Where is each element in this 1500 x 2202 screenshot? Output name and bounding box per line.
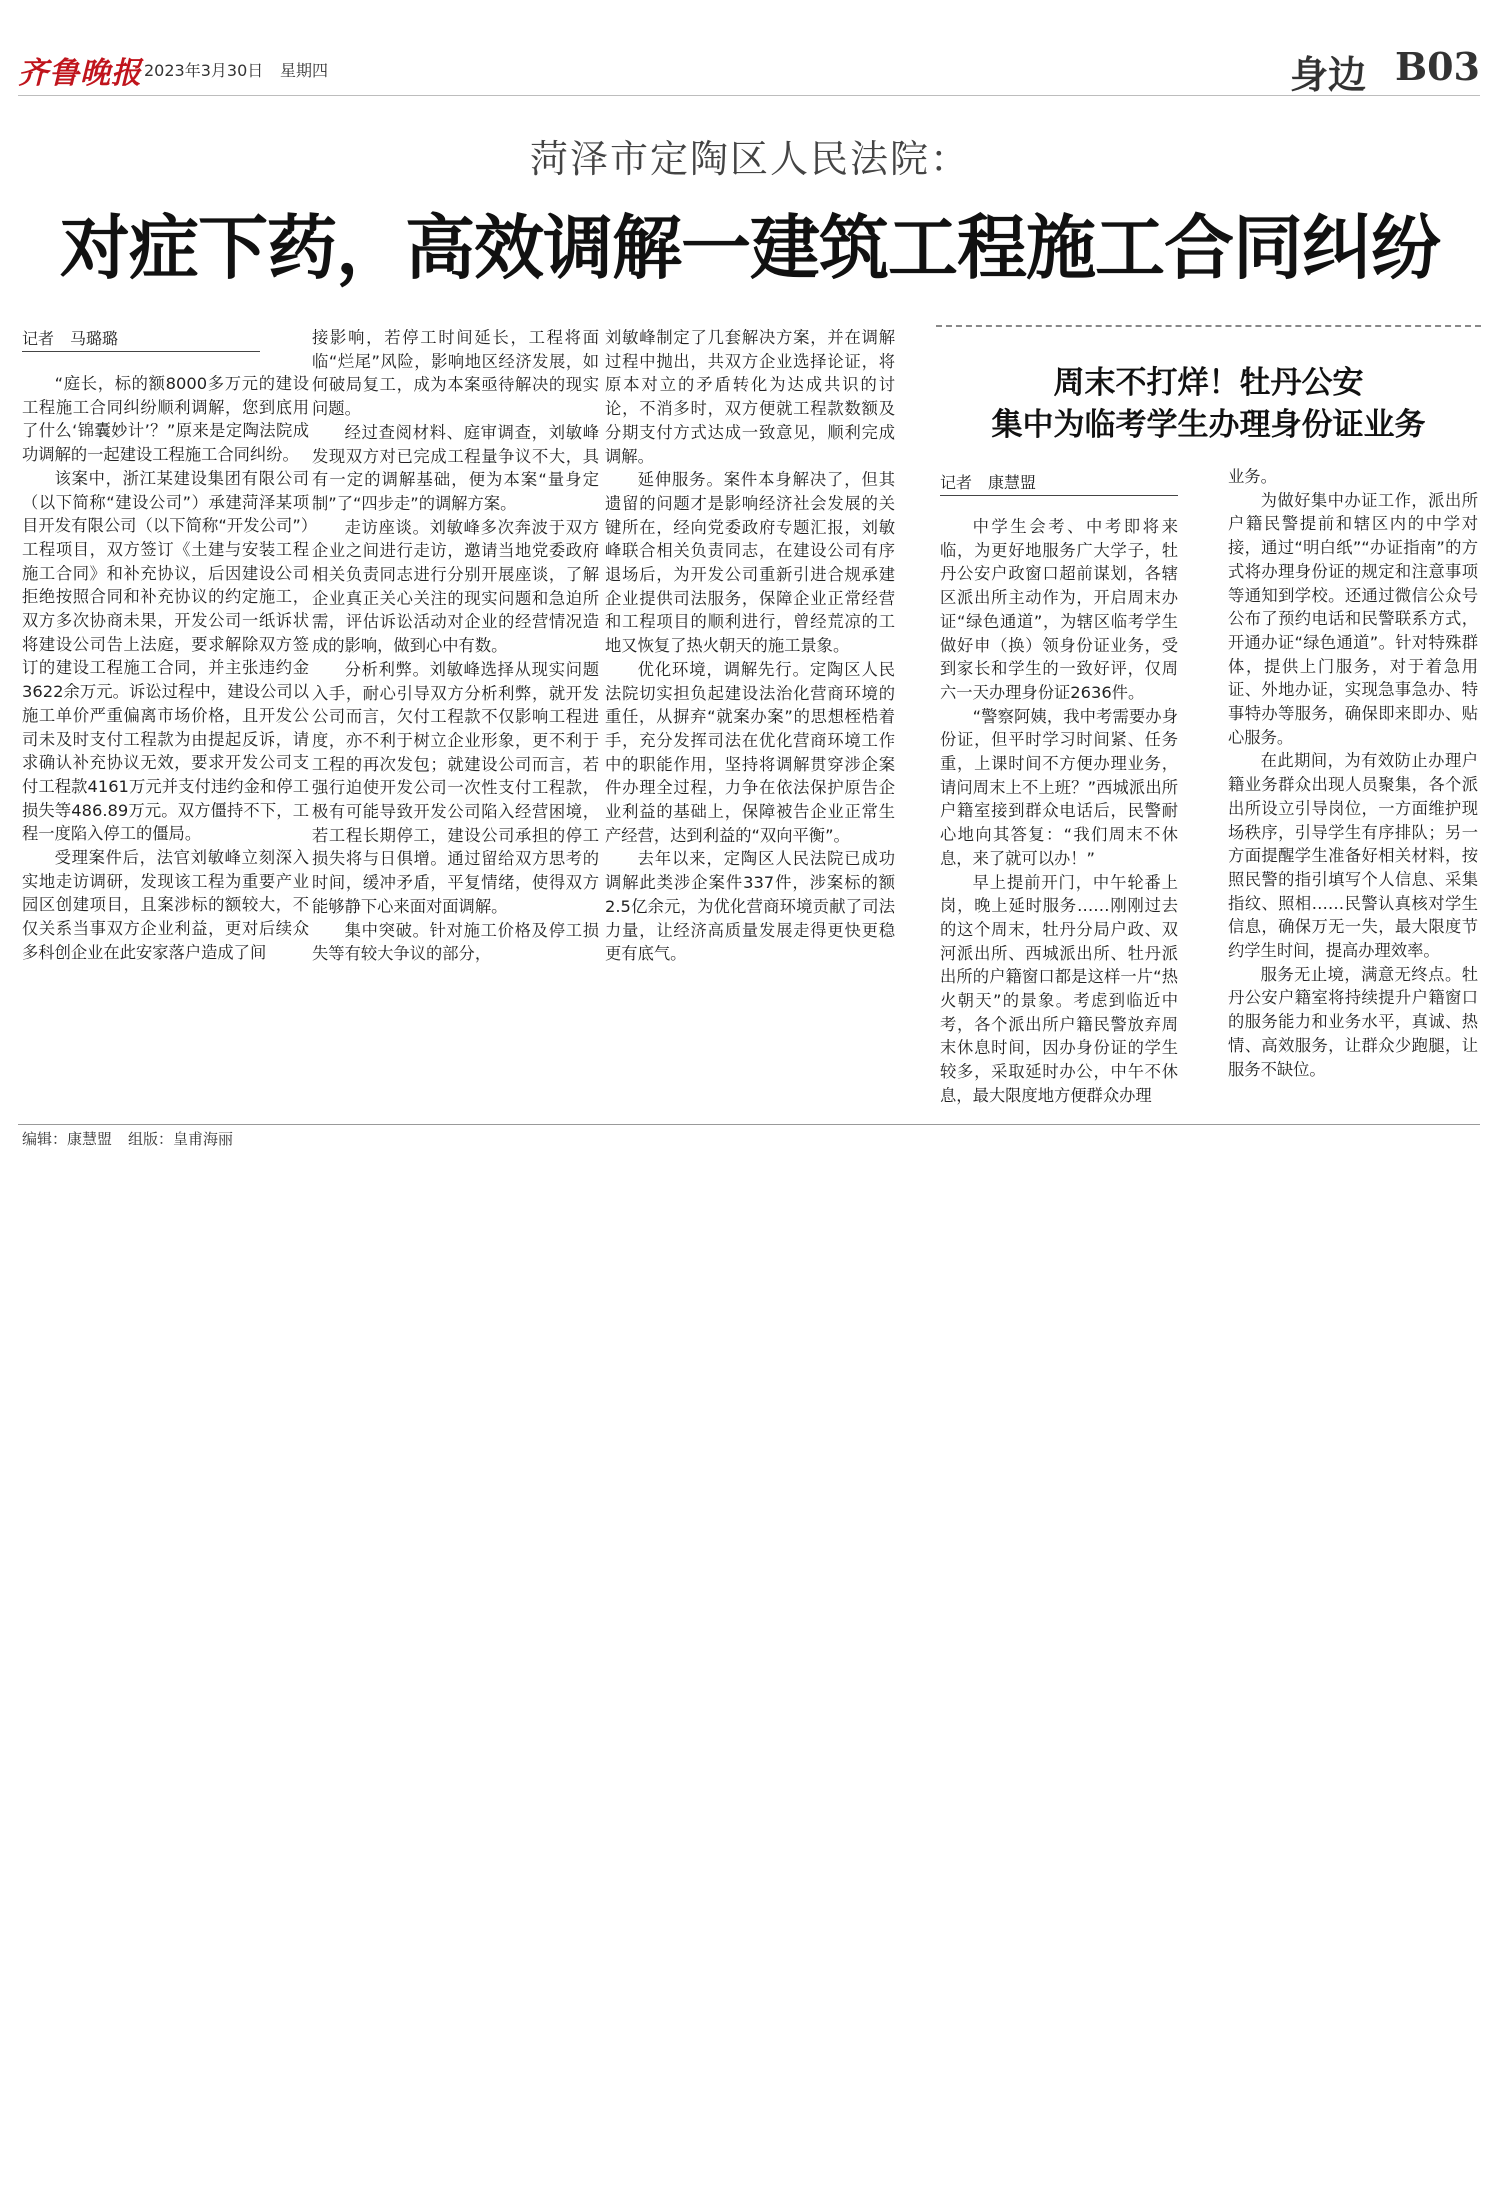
paragraph: 集中突破。针对施工价格及停工损失等有较大争议的部分， bbox=[312, 920, 599, 964]
paragraph: “庭长，标的额8000多万元的建设工程施工合同纠纷顺利调解，您到底用了什么‘锦囊妙计’？”原来是定陶法院成功调解的一起建设工程施工合同纠纷。 bbox=[22, 374, 309, 465]
side-article-column-2 bbox=[1228, 465, 1478, 1081]
side-article-divider bbox=[936, 325, 1481, 327]
main-article-column-2 bbox=[312, 326, 599, 966]
paragraph: 在此期间，为有效防止办理户籍业务群众出现人员聚集，各个派出所设立引导岗位，一方面维护现场秩序，引导学生有序排队；另一方面提醒学生准备好相关材料，按照民警的指引填写个人信息、采集指纹、照相……民警认真核对学生信息，确保万无一失，最大限度节约学生时间，提高办理效率。 bbox=[1228, 751, 1478, 961]
paragraph: 刘敏峰制定了几套解决方案，并在调解过程中抛出，共双方企业选择论证，将原本对立的矛盾转化为达成共识的讨论，不消多时，双方便就工程款数额及分期支付方式达成一致意见，顺利完成调解。 bbox=[605, 328, 895, 466]
paragraph: 业务。 bbox=[1228, 467, 1277, 486]
side-article-title-line-1: 周末不打烊！牡丹公安 bbox=[1053, 365, 1364, 401]
footer-editor: 编辑：康慧盟 bbox=[22, 1130, 113, 1148]
paragraph: 该案中，浙江某建设集团有限公司（以下简称“建设公司”）承建菏泽某项目开发有限公司（以下简称“开发公司”）工程项目，双方签订《土建与安装工程施工合同》和补充协议，后因建设公司拒绝按照合同和补充协议的约定施工，双方多次协商未果，开发公司一纸诉状将建设公司告上法庭，要求解除双方签订的建设工程施工合同，并主张违约金3622余万元。诉讼过程中，建设公司以施工单价严重偏离市场价格，且开发公司未及时支付工程款为由提起反诉，请求确认补充协议无效，要求开发公司支付工程款4161万元并支付违约金和停工损失等486.89万元。双方僵持不下，工程一度陷入停工的僵局。 bbox=[22, 468, 309, 844]
side-article-title-line-2: 集中为临考学生办理身份证业务 bbox=[991, 407, 1426, 443]
side-article-byline bbox=[940, 470, 1178, 496]
main-article-byline bbox=[22, 326, 260, 352]
paragraph: 中学生会考、中考即将来临，为更好地服务广大学子，牡丹公安户政窗口超前谋划，各辖区派出所主动作为，开启周末办证“绿色通道”，为辖区临考学生做好申（换）领身份证业务，受到家长和学生的一致好评，仅周六一天办理身份证2636件。 bbox=[940, 517, 1178, 702]
paragraph: 延伸服务。案件本身解决了，但其遗留的问题才是影响经济社会发展的关键所在，经向党委政府专题汇报，刘敏峰联合相关负责同志，在建设公司有序退场后，为开发公司重新引进合规承建企业提供司法服务，保障企业正常经营和工程项目的顺利进行，曾经荒凉的工地又恢复了热火朝天的施工景象。 bbox=[605, 470, 895, 656]
footer-divider bbox=[18, 1124, 1480, 1125]
footer-layout: 组版：皇甫海丽 bbox=[128, 1130, 234, 1148]
paragraph: 早上提前开门，中午轮番上岗，晚上延时服务……刚刚过去的这个周末，牡丹分局户政、双河派出所、西城派出所、牡丹派出所的户籍窗口都是这样一片“热火朝天”的景象。考虑到临近中考，各个派出所户籍民警放弃周末休息时间，因办身份证的学生较多，采取延时办公，中午不休息，最大限度地方便群众办理 bbox=[940, 872, 1178, 1105]
paragraph: “警察阿姨，我中考需要办身份证，但平时学习时间紧、任务重，上课时间不方便办理业务，请问周末上不上班？”西城派出所户籍室接到群众电话后，民警耐心地向其答复：“我们周末不休息，来了就可以办！” bbox=[940, 706, 1178, 868]
byline-label: 记者 bbox=[22, 329, 55, 348]
paragraph: 走访座谈。刘敏峰多次奔波于双方企业之间进行走访，邀请当地党委政府相关负责同志进行分别开展座谈，了解企业真正关心关注的现实问题和急迫所需，评估诉讼活动对企业的经营情况造成的影响，做到心中有数。 bbox=[312, 517, 599, 656]
byline-name: 马璐璐 bbox=[70, 329, 119, 348]
main-article-column-3 bbox=[605, 326, 895, 966]
byline-name: 康慧盟 bbox=[988, 473, 1037, 492]
side-article-column-1 bbox=[940, 515, 1178, 1108]
main-article-title: 对症下药，高效调解一建筑工程施工合同纠纷 bbox=[60, 206, 1440, 289]
publication-date: 2023年3月30日 bbox=[144, 61, 264, 80]
paragraph: 接影响，若停工时间延长，工程将面临“烂尾”风险，影响地区经济发展，如何破局复工，成为本案亟待解决的现实问题。 bbox=[312, 328, 599, 419]
paper-name: 齐鲁晚报 bbox=[18, 56, 142, 91]
page-footer bbox=[22, 1128, 233, 1149]
masthead bbox=[18, 40, 1480, 97]
paragraph: 服务无止境，满意无终点。牡丹公安户籍室将持续提升户籍窗口的服务能力和业务水平，真诚、热情、高效服务，让群众少跑腿，让服务不缺位。 bbox=[1228, 964, 1478, 1079]
side-article-title bbox=[936, 362, 1481, 446]
page-number: B03 bbox=[1395, 44, 1480, 89]
paragraph: 受理案件后，法官刘敏峰立刻深入实地走访调研，发现该工程为重要产业园区创建项目，且案涉标的额较大，不仅关系当事双方企业利益，更对后续众多科创企业在此安家落户造成了间 bbox=[22, 848, 309, 962]
masthead-divider bbox=[18, 95, 1480, 96]
paragraph: 经过查阅材料、庭审调查，刘敏峰发现双方对已完成工程量争议不大，具有一定的调解基础，便为本案“量身定制”了“四步走”的调解方案。 bbox=[312, 422, 599, 513]
paragraph: 分析利弊。刘敏峰选择从现实问题入手，耐心引导双方分析利弊，就开发公司而言，欠付工程款不仅影响工程进度，亦不利于树立企业形象，更不利于工程的再次发包；就建设公司而言，若强行迫使开发公司一次性支付工程款，极有可能导致开发公司陷入经营困境，若工程长期停工，建设公司承担的停工损失将与日俱增。通过留给双方思考的时间，缓冲矛盾，平复情绪，使得双方能够静下心来面对面调解。 bbox=[312, 659, 599, 916]
paragraph: 为做好集中办证工作，派出所户籍民警提前和辖区内的中学对接，通过“明白纸”“办证指南”的方式将办理身份证的规定和注意事项等通知到学校。还通过微信公众号公布了预约电话和民警联系方式，开通办证“绿色通道”。针对特殊群体，提供上门服务，对于着急用证、外地办证，实现急事急办、特事特办等服务，确保即来即办、贴心服务。 bbox=[1228, 490, 1478, 747]
byline-label: 记者 bbox=[940, 473, 973, 492]
main-article-subtitle: 菏泽市定陶区人民法院： bbox=[529, 137, 970, 181]
paragraph: 去年以来，定陶区人民法院已成功调解此类涉企案件337件，涉案标的额2.5亿余元，为优化营商环境贡献了司法力量，让经济高质量发展走得更快更稳更有底气。 bbox=[605, 849, 895, 964]
section-name: 身边 bbox=[1289, 52, 1366, 97]
publication-weekday: 星期四 bbox=[280, 61, 329, 80]
main-article-column-1 bbox=[22, 372, 309, 965]
paragraph: 优化环境，调解先行。定陶区人民法院切实担负起建设法治化营商环境的重任，从摒弃“就案办案”的思想桎梏着手，充分发挥司法在优化营商环境工作中的职能作用，坚持将调解贯穿涉企案件办理全过程，力争在依法保护原告企业利益的基础上，保障被告企业正常生产经营，达到利益的“双向平衡”。 bbox=[605, 659, 895, 845]
